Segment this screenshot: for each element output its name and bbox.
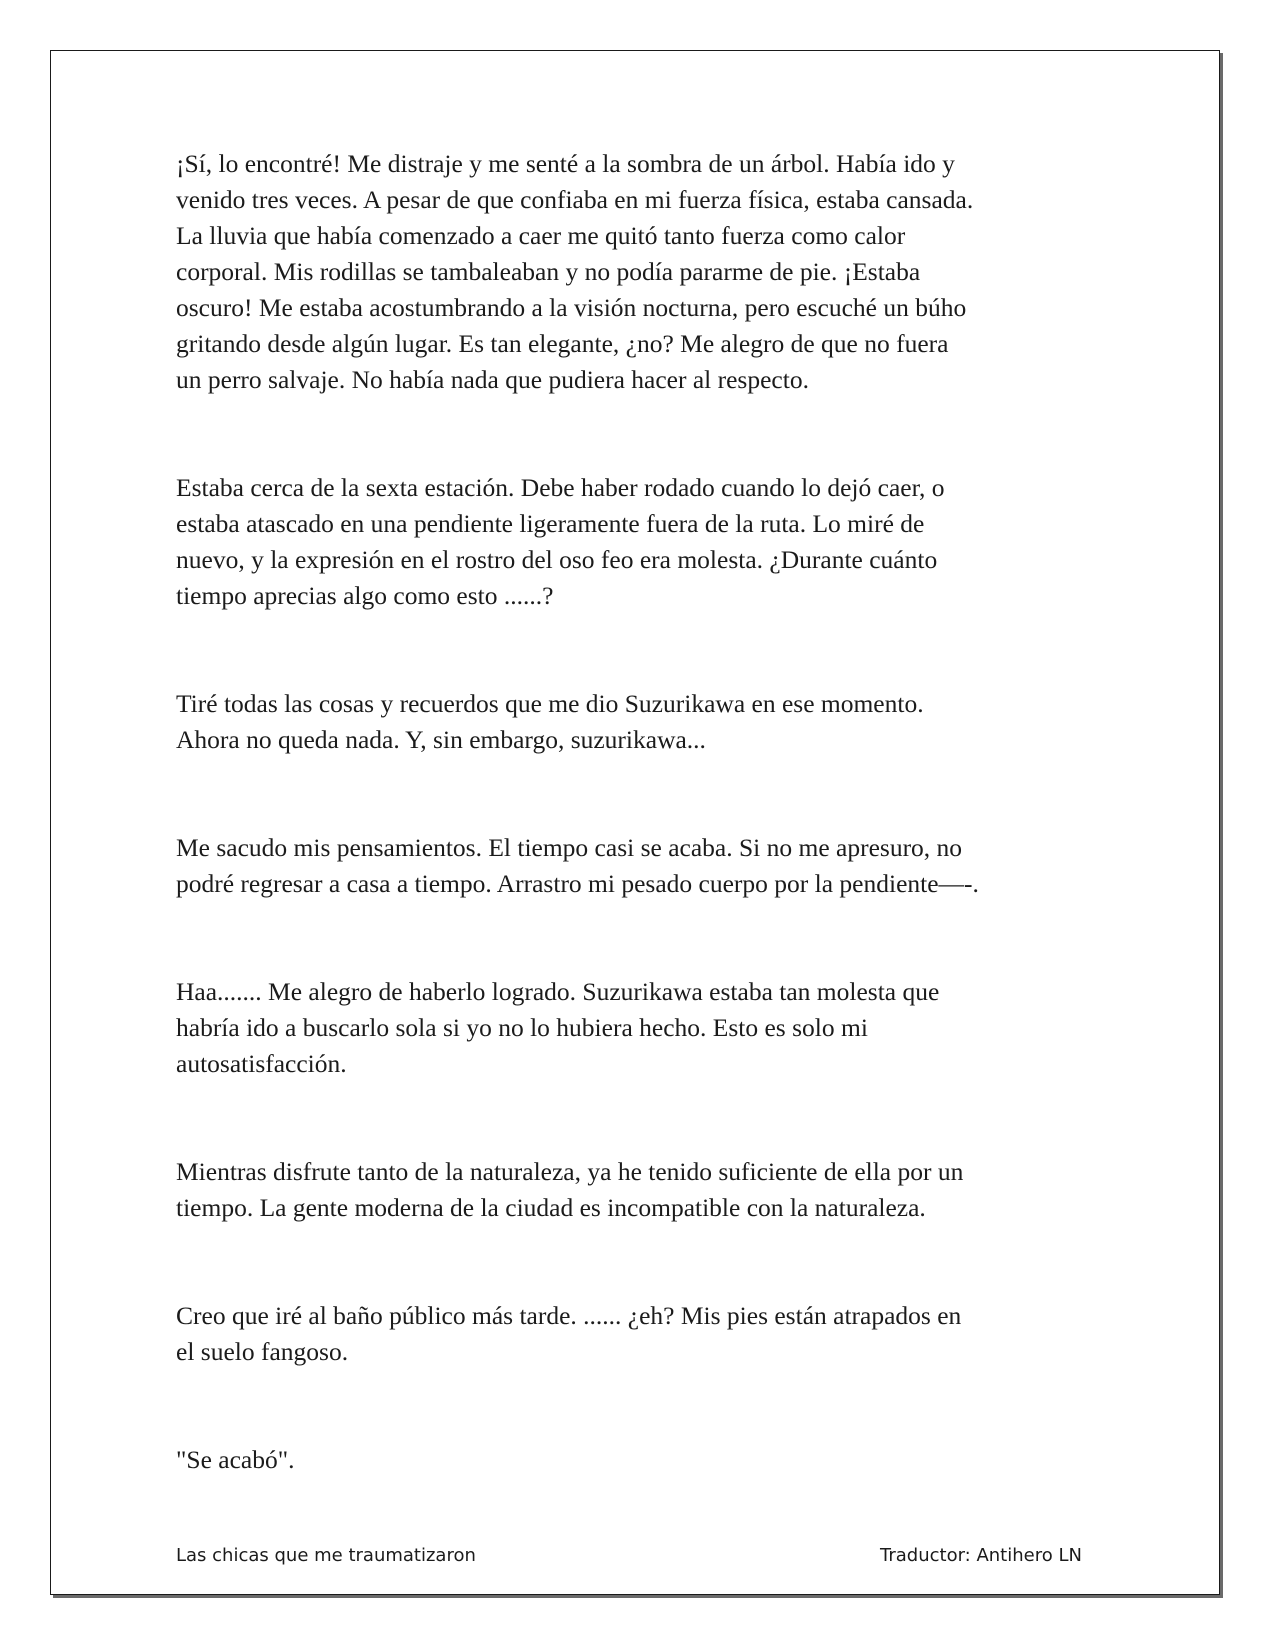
- footer-book-title: Las chicas que me traumatizaron: [176, 1545, 476, 1566]
- paragraph-7: Creo que iré al baño público más tarde. ...... ¿eh? Mis pies están atrapados en el suelo fangoso.: [176, 1301, 962, 1366]
- document-body: [176, 146, 1106, 1550]
- paragraph-8: "Se acabó".: [176, 1445, 295, 1474]
- paragraph-1: ¡Sí, lo encontré! Me distraje y me senté a la sombra de un árbol. Había ido y venido tres veces. A pesar de que confiaba en mi fuerza física, estaba cansada. La lluvia que había comenzado a caer me quitó tanto fuerza como calor corporal. Mis rodillas se tambaleaban y no podía pararme de pie. ¡Estaba oscuro! Me estaba acostumbrando a la visión nocturna, pero escuché un búho gritando desde algún lugar. Es tan elegante, ¿no? Me alegro de que no fuera un perro salvaje. No había nada que pudiera hacer al respecto.: [176, 149, 974, 394]
- paragraph-3: Tiré todas las cosas y recuerdos que me dio Suzurikawa en ese momento. Ahora no queda nada. Y, sin embargo, suzurikawa...: [176, 689, 924, 754]
- paragraph-2: Estaba cerca de la sexta estación. Debe haber rodado cuando lo dejó caer, o estaba atascado en una pendiente ligeramente fuera de la ruta. Lo miré de nuevo, y la expresión en el rostro del oso feo era molesta. ¿Durante cuánto tiempo aprecias algo como esto ......?: [176, 473, 945, 610]
- paragraph-4: Me sacudo mis pensamientos. El tiempo casi se acaba. Si no me apresuro, no podré regresar a casa a tiempo. Arrastro mi pesado cuerpo por la pendiente—-.: [176, 833, 979, 898]
- footer-translator: Traductor: Antihero LN: [880, 1545, 1082, 1566]
- paragraph-5: Haa....... Me alegro de haberlo logrado. Suzurikawa estaba tan molesta que habría ido a buscarlo sola si yo no lo hubiera hecho. Esto es solo mi autosatisfacción.: [176, 977, 940, 1078]
- paragraph-6: Mientras disfrute tanto de la naturaleza, ya he tenido suficiente de ella por un tiempo. La gente moderna de la ciudad es incompatible con la naturaleza.: [176, 1157, 964, 1222]
